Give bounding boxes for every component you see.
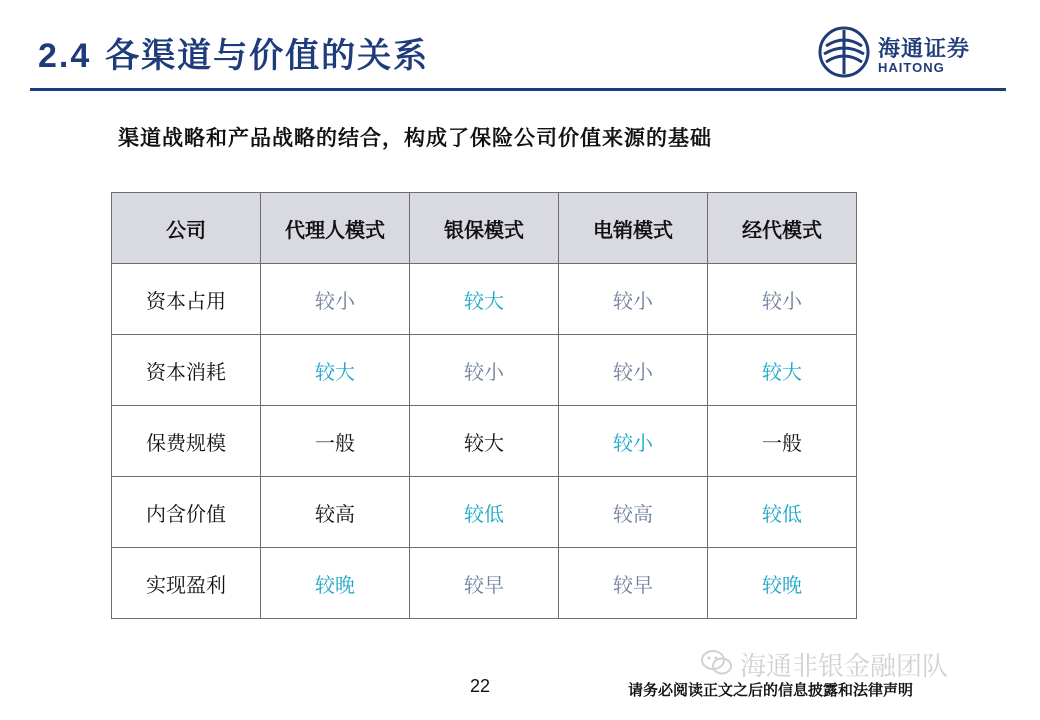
haitong-logo-icon	[818, 26, 870, 78]
table-cell: 较早	[559, 548, 708, 619]
table-cell: 较小	[559, 264, 708, 335]
row-label: 资本占用	[112, 264, 261, 335]
wechat-watermark	[700, 646, 1010, 682]
table-cell: 较小	[559, 406, 708, 477]
table-cell: 一般	[708, 406, 857, 477]
table-cell: 较早	[410, 548, 559, 619]
page-title	[38, 28, 429, 77]
brand-logo	[818, 26, 1008, 82]
table-cell: 较大	[261, 335, 410, 406]
table-cell: 较大	[410, 406, 559, 477]
logo-english-name: HAITONG	[878, 60, 945, 75]
column-header-telemarketing: 电销模式	[559, 193, 708, 264]
table-row	[112, 477, 857, 548]
table-row	[112, 264, 857, 335]
title-number: 2.4	[38, 37, 92, 75]
header-divider	[30, 88, 1006, 91]
table-cell: 较小	[559, 335, 708, 406]
table-cell: 较小	[261, 264, 410, 335]
table-cell: 较小	[410, 335, 559, 406]
table-cell: 较晚	[708, 548, 857, 619]
column-header-bancassurance: 银保模式	[410, 193, 559, 264]
table-cell: 较小	[708, 264, 857, 335]
table-cell: 较晚	[261, 548, 410, 619]
row-label: 保费规模	[112, 406, 261, 477]
table-cell: 较高	[559, 477, 708, 548]
table-header-row	[112, 193, 857, 264]
table-cell: 较低	[410, 477, 559, 548]
column-header-company: 公司	[112, 193, 261, 264]
title-text: 各渠道与价值的关系	[105, 36, 430, 76]
column-header-agent: 代理人模式	[261, 193, 410, 264]
table-cell: 较大	[708, 335, 857, 406]
legal-disclaimer: 请务必阅读正文之后的信息披露和法律声明	[628, 681, 914, 699]
table-row	[112, 406, 857, 477]
row-label: 内含价值	[112, 477, 261, 548]
table-row	[112, 335, 857, 406]
wechat-icon	[700, 648, 734, 678]
row-label: 实现盈利	[112, 548, 261, 619]
table-cell: 较大	[410, 264, 559, 335]
table-cell: 较高	[261, 477, 410, 548]
table-row	[112, 548, 857, 619]
row-label: 资本消耗	[112, 335, 261, 406]
slide-subtitle: 渠道战略和产品战略的结合，构成了保险公司价值来源的基础	[118, 125, 712, 150]
table-cell: 一般	[261, 406, 410, 477]
channel-value-table	[111, 192, 857, 619]
logo-chinese-name: 海通证券	[878, 36, 971, 62]
watermark-text: 海通非银金融团队	[740, 652, 949, 682]
page-number: 22	[470, 676, 491, 696]
table-cell: 较低	[708, 477, 857, 548]
column-header-broker: 经代模式	[708, 193, 857, 264]
